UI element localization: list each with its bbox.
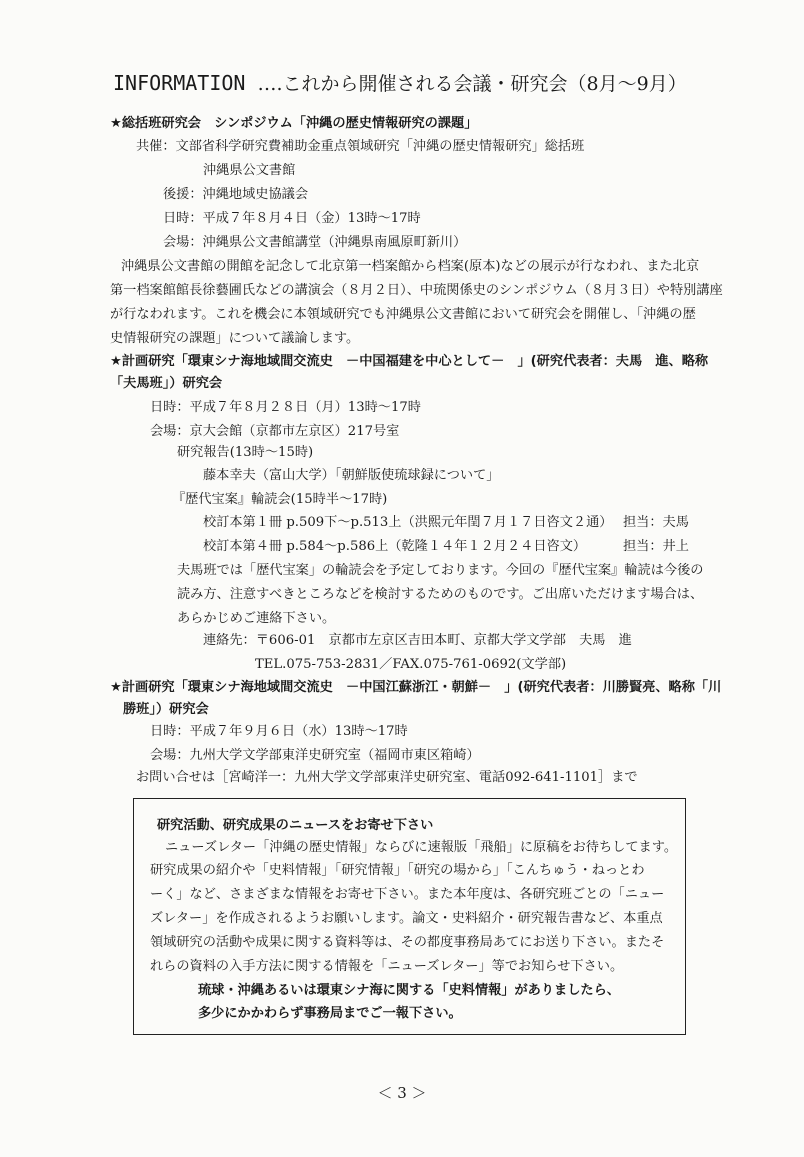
notice-line: ーく」など、さまざまな情報をお寄せ下さい。また本年度は、各研究班ごとの「ニュー [150, 887, 665, 902]
section3-inquiry: お問い合せは［宮崎洋一：九州大学文学部東洋史研究室、電話092-641-1101］まで [136, 770, 638, 785]
reading-item-person: 担当：井上 [623, 539, 689, 554]
section2-report: 研究報告(13時～15時) [177, 445, 314, 460]
section1-body-line: 沖縄県公文書館の開館を記念して北京第一档案館から档案(原本)などの展示が行なわれ、また北京 [121, 259, 700, 274]
section3-venue: 会場：九州大学文学部東洋史研究室（福岡市東区箱崎） [150, 748, 480, 763]
notice-closing: 琉球・沖縄あるいは環東シナ海に関する「史料情報」がありましたら、 [198, 983, 620, 998]
section2-note-line: 読み方、注意すべきところなどを検討するためのものです。ご出席いただけます場合は、 [177, 587, 704, 602]
section3-heading: ★計画研究「環東シナ海地域間交流史 －中国江蘇浙江・朝鮮－ 」(研究代表者：川勝賢亮、略称「川 [110, 680, 722, 695]
section1-sponsor: 共催：文部省科学研究費補助金重点領域研究「沖縄の歴史情報研究」総括班 [136, 139, 585, 154]
notice-line: 領域研究の活動や成果に関する資料等は、その都度事務局あてにお送り下さい。またそ [150, 935, 665, 950]
notice-line: ニューズレター「沖縄の歴史情報」ならびに速報版「飛船」に原稿をお待ちしてます。 [165, 840, 678, 855]
notice-line: れらの資料の入手方法に関する情報を「ニューズレター」等でお知らせ下さい。 [150, 959, 624, 974]
section1-venue: 会場：沖縄県公文書館講堂（沖縄県南風原町新川） [163, 235, 467, 250]
section2-venue: 会場：京大会館（京都市左京区）217号室 [150, 424, 400, 439]
section2-date: 日時：平成７年８月２８日（月）13時～17時 [150, 400, 421, 415]
title-jp: ….これから開催される会議・研究会（8月～9月） [257, 73, 687, 95]
notice-closing: 多少にかかわらず事務局までご一報下さい。 [198, 1006, 462, 1021]
reading-item-text: 校訂本第４冊 p.584～p.586上（乾隆１４年１２月２４日咨文） [203, 539, 587, 554]
section2-report-item: 藤本幸夫（富山大学）「朝鮮版使琉球録について」 [203, 468, 500, 483]
section2-heading2: 「夫馬班」）研究会 [110, 376, 223, 391]
section3-heading2: 勝班」）研究会 [123, 702, 209, 717]
section1-body-line: 第一档案館館長徐藝圃氏などの講演会（８月２日）、中琉関係史のシンポジウム（８月３日）や特別講座 [110, 283, 723, 298]
reading-item-text: 校訂本第１冊 p.509下～p.513上（洪熙元年閏７月１７日咨文２通） [203, 515, 613, 530]
section2-note-line: あらかじめご連絡下さい。 [177, 611, 336, 626]
section1-body-line: 史情報研究の課題」について議論します。 [110, 331, 360, 346]
section1-support: 後援：沖縄地域史協議会 [163, 187, 309, 202]
section2-contact: 連絡先：〒606-01 京都市左京区吉田本町、京都大学文学部 夫馬 進 [203, 633, 632, 648]
page-number: ＜ 3 ＞ [377, 1084, 427, 1102]
notice-line: ズレター」を作成されるようお願いします。論文・史料紹介・研究報告書など、本重点 [150, 911, 663, 926]
section2-tel: TEL.075-753-2831／FAX.075-761-0692(文学部) [255, 657, 567, 672]
notice-title: 研究活動、研究成果のニュースをお寄せ下さい [157, 818, 434, 833]
section1-heading: ★総括班研究会 シンポジウム「沖縄の歴史情報研究の課題」 [110, 116, 478, 131]
section1-sponsor2: 沖縄県公文書館 [203, 163, 296, 178]
section2-heading: ★計画研究「環東シナ海地域間交流史 －中国福建を中心として－ 」(研究代表者：夫馬 進、略称 [110, 354, 709, 369]
title-en: INFORMATION [113, 71, 246, 95]
section3-date: 日時：平成７年９月６日（水）13時～17時 [150, 724, 408, 739]
section1-date: 日時：平成７年８月４日（金）13時～17時 [163, 211, 421, 226]
notice-line: 研究成果の紹介や「史料情報」「研究情報」「研究の場から」「こんちゅう・ねっとわ [150, 863, 645, 878]
section2-note-line: 夫馬班では「歴代宝案」の輪読会を予定しております。今回の『歴代宝案』輪読は今後の [177, 563, 704, 578]
section1-body-line: が行なわれます。これを機会に本領域研究でも沖縄県公文書館において研究会を開催し、「沖縄の歴 [110, 307, 696, 322]
page-title [113, 68, 687, 99]
section2-reading: 『歴代宝案』輪読会(15時半～17時) [172, 492, 388, 507]
reading-item-person: 担当：夫馬 [623, 515, 689, 530]
